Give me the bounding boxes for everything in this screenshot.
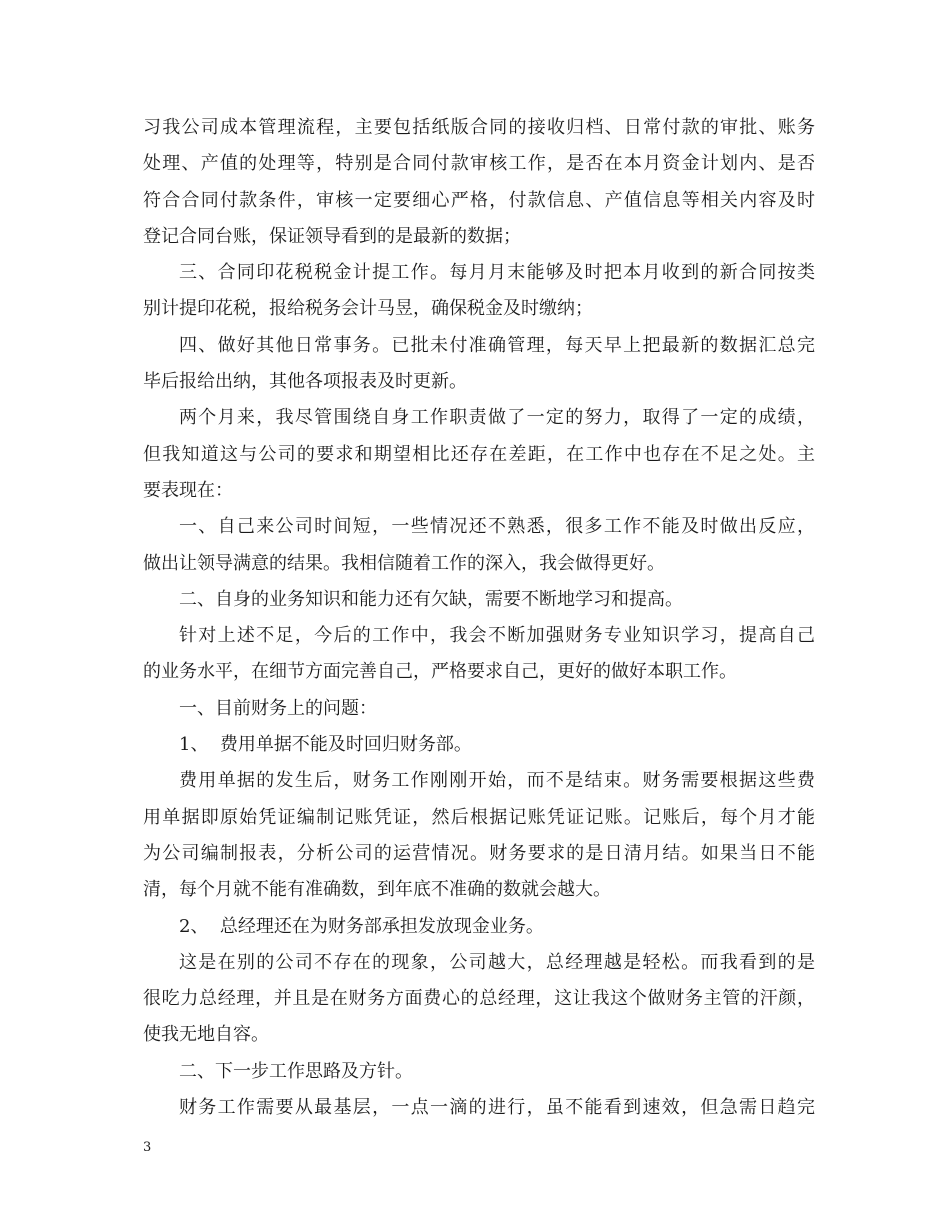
text-line: 要表现在： (143, 479, 233, 501)
text-line: 2、 总经理还在为财务部承担发放现金业务。 (179, 915, 544, 937)
text-line: 一、目前财务上的问题： (179, 697, 377, 719)
text-line: 二、下一步工作思路及方针。 (179, 1060, 413, 1082)
text-line: 习我公司成本管理流程，主要包括纸版合同的接收归档、日常付款的审批、账务 (143, 117, 815, 138)
text-line: 的业务水平，在细节方面完善自己，严格要求自己，更好的做好本职工作。 (143, 661, 737, 683)
text-line: 处理、产值的处理等，特别是合同付款审核工作，是否在本月资金计划内、是否 (143, 153, 815, 175)
text-line: 登记合同台账，保证领导看到的是最新的数据； (143, 225, 521, 247)
text-line: 财务工作需要从最基层，一点一滴的进行，虽不能看到速效，但急需日趋完 (179, 1097, 815, 1119)
text-line: 但我知道这与公司的要求和期望相比还存在差距，在工作中也存在不足之处。主 (143, 443, 815, 465)
text-line: 费用单据的发生后，财务工作刚刚开始，而不是结束。财务需要根据这些费 (179, 770, 815, 792)
text-line: 毕后报给出纳，其他各项报表及时更新。 (143, 371, 467, 393)
text-line: 一、自己来公司时间短，一些情况还不熟悉，很多工作不能及时做出反应， (179, 516, 815, 538)
text-line: 用单据即原始凭证编制记账凭证，然后根据记账凭证记账。记账后，每个月才能 (143, 806, 815, 828)
text-line: 两个月来，我尽管围绕自身工作职责做了一定的努力，取得了一定的成绩， (179, 407, 815, 429)
text-line: 1、 费用单据不能及时回归财务部。 (179, 734, 472, 756)
text-line: 三、合同印花税税金计提工作。每月月末能够及时把本月收到的新合同按类 (179, 262, 815, 284)
text-line: 四、做好其他日常事务。已批未付准确管理，每天早上把最新的数据汇总完 (179, 334, 815, 356)
text-line: 很吃力总经理，并且是在财务方面费心的总经理，这让我这个做财务主管的汗颜， (143, 988, 815, 1010)
text-line: 为公司编制报表，分析公司的运营情况。财务要求的是日清月结。如果当日不能 (143, 842, 815, 864)
text-line: 二、自身的业务知识和能力还有欠缺，需要不断地学习和提高。 (179, 588, 683, 610)
text-line: 符合合同付款条件，审核一定要细心严格，付款信息、产值信息等相关内容及时 (143, 189, 815, 211)
text-line: 清，每个月就不能有准确数，到年底不准确的数就会越大。 (143, 879, 611, 901)
text-line: 别计提印花税，报给税务会计马昱，确保税金及时缴纳； (143, 298, 593, 320)
text-line: 做出让领导满意的结果。我相信随着工作的深入，我会做得更好。 (143, 552, 665, 574)
body-text (143, 110, 815, 1126)
text-line: 这是在别的公司不存在的现象，公司越大，总经理越是轻松。而我看到的是 (179, 951, 815, 973)
text-line: 针对上述不足，今后的工作中，我会不断加强财务专业知识学习，提高自己 (179, 625, 815, 647)
text-line: 使我无地自容。 (143, 1024, 269, 1046)
page-number: 3 (143, 1140, 152, 1155)
